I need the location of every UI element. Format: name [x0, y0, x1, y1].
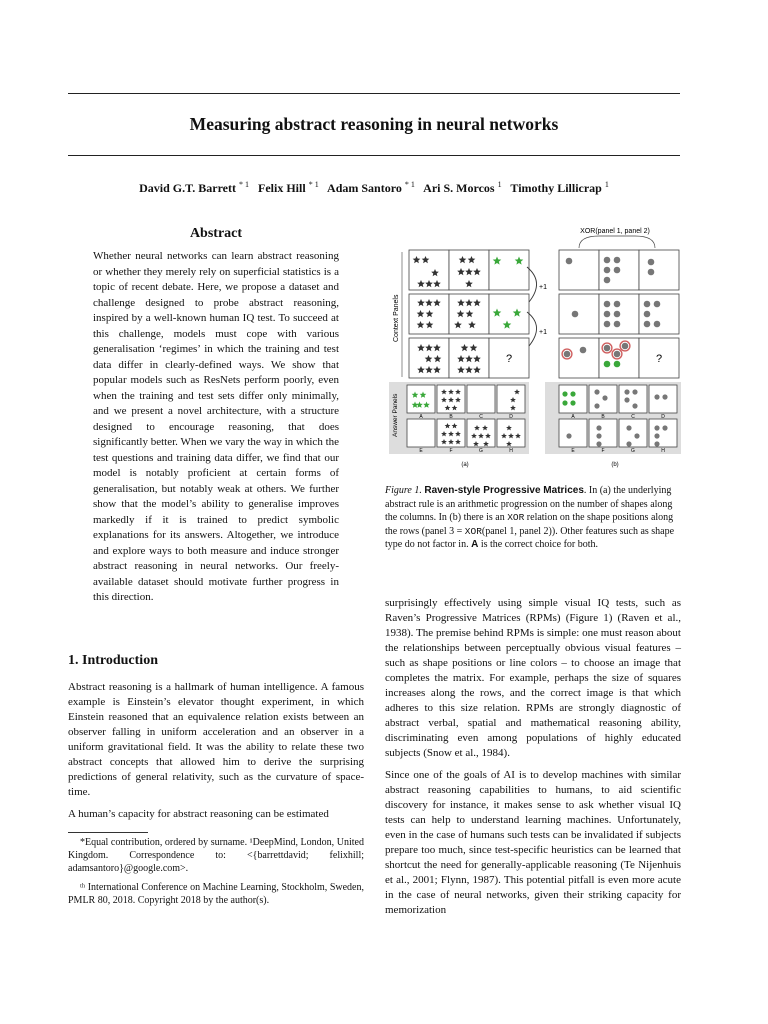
answer-letter: E	[419, 448, 423, 454]
dot-shape	[614, 361, 621, 368]
dot-shape	[654, 441, 659, 446]
dot-shape	[648, 269, 655, 276]
dot-shape	[596, 441, 601, 446]
introduction-body	[68, 680, 364, 829]
dot-shape	[604, 257, 611, 264]
dot-shape	[562, 391, 567, 396]
answer-letter: G	[479, 448, 483, 454]
answer-panel	[407, 385, 435, 413]
dot-shape	[604, 321, 611, 328]
dot-shape	[594, 389, 599, 394]
xor-bracket	[579, 236, 655, 248]
figure-raven-matrices	[385, 222, 681, 474]
dot-shape	[580, 347, 587, 354]
dot-shape	[594, 403, 599, 408]
dot-shape	[604, 301, 611, 308]
dot-shape	[604, 267, 611, 274]
answer-panel	[559, 419, 587, 447]
answer-panel	[467, 385, 495, 413]
footnote: *Equal contribution, ordered by surname. ¹DeepMind, London, United Kingdom. Correspondence to: <{barrettdavid; felixhill; adamsantoro}@google.com>.	[68, 837, 364, 874]
answer-panel	[559, 385, 587, 413]
dot-shape	[654, 425, 659, 430]
paper-title: Measuring abstract reasoning in neural networks	[189, 114, 559, 134]
answer-letter: E	[571, 448, 575, 454]
answer-panels-label: Answer Panels	[392, 393, 399, 437]
footnote: ᵗʰ International Conference on Machine Learning, Stockholm, Sweden, PMLR 80, 2018. Copyright 2018 by the author(s).	[68, 882, 364, 906]
answer-letter: B	[601, 414, 605, 420]
dot-shape	[570, 391, 575, 396]
xor-label: XOR(panel 1, panel 2)	[580, 228, 650, 235]
dot-shape	[572, 311, 579, 318]
author: Timothy Lillicrap $^1$	[510, 180, 609, 195]
question-mark: ?	[655, 353, 663, 365]
dot-shape	[654, 321, 661, 328]
answer-letter: H	[661, 448, 665, 454]
answer-letter: F	[601, 448, 605, 454]
top-rule	[68, 93, 680, 94]
dot-shape	[648, 259, 655, 266]
matrix-panel	[559, 250, 599, 290]
dot-shape	[604, 311, 611, 318]
dot-shape	[602, 395, 607, 400]
answer-panel	[407, 419, 435, 447]
dot-shape	[566, 433, 571, 438]
dot-shape	[626, 425, 631, 430]
right-column-body	[385, 596, 681, 925]
answer-letter: B	[449, 414, 453, 420]
dot-shape	[604, 277, 611, 284]
dot-shape	[596, 425, 601, 430]
answer-panel	[649, 419, 677, 447]
matrix-panel	[639, 250, 679, 290]
footnote-rule	[68, 832, 148, 833]
paragraph: A human’s capacity for abstract reasoning can be estimated	[68, 808, 329, 820]
author: Adam Santoro $^{* 1}$	[327, 180, 415, 195]
dot-shape	[622, 343, 629, 350]
dot-shape	[614, 321, 621, 328]
dot-shape	[564, 351, 571, 358]
answer-letter: G	[631, 448, 635, 454]
answer-letter: C	[479, 414, 483, 420]
dot-shape	[644, 311, 651, 318]
paragraph: surprisingly effectively using simple visual IQ tests, such as Raven’s Progressive Matrices (RPMs) (Figure 1) (Raven et al., 1938). The premise behind RPMs is simple: one must reason about the relationships between perceptually obvious visual features – such as shape positions or line colors – to choose an image that completes the matrix. For example, perhaps the size of squares increases along the rows, and the correct image is that which adheres to this size relation. RPMs are strongly diagnostic of abstract verbal, spatial and mathematical reasoning ability, discriminating even among populations of highly educated subjects (Snow et al., 1984).	[385, 597, 681, 759]
dot-shape	[624, 389, 629, 394]
matrix-panel	[489, 250, 529, 290]
figure-caption: Figure 1. Raven-style Progressive Matrices. In (a) the underlying abstract rule is an arithmetic progression on the number of shapes along the columns. In (b) there is an XOR relation on the shape positions along the rows (panel 3 = XOR(panel 1, panel 2)). Other features such as shape type do not factor in. A is the correct choice for both.	[385, 485, 675, 550]
dot-shape	[566, 258, 573, 265]
dot-shape	[604, 361, 611, 368]
question-mark: ?	[505, 353, 513, 365]
dot-shape	[662, 425, 667, 430]
context-panels-label: Context Panels	[393, 294, 400, 342]
answer-letter: F	[449, 448, 453, 454]
answer-letter: H	[509, 448, 513, 454]
dot-shape	[604, 345, 611, 352]
dot-shape	[662, 394, 667, 399]
dot-shape	[654, 433, 659, 438]
abstract-heading: Abstract	[189, 226, 243, 241]
dot-shape	[614, 257, 621, 264]
answer-letter: A	[571, 414, 575, 420]
dot-shape	[632, 389, 637, 394]
title-rule	[68, 155, 680, 156]
dot-shape	[614, 301, 621, 308]
dot-shape	[570, 400, 575, 405]
section-heading-introduction: 1. Introduction	[68, 653, 158, 668]
caption-label: Figure 1.	[385, 485, 422, 496]
caption-title: Raven-style Progressive Matrices	[424, 485, 584, 496]
dot-shape	[644, 321, 651, 328]
dot-shape	[654, 394, 659, 399]
answer-letter: C	[631, 414, 635, 420]
author-list	[68, 180, 680, 196]
author: Ari S. Morcos $^1$	[423, 180, 502, 195]
dot-shape	[614, 267, 621, 274]
answer-panel	[589, 419, 617, 447]
dot-shape	[632, 403, 637, 408]
dot-shape	[614, 351, 621, 358]
plus-one-label: +1	[539, 284, 547, 291]
paragraph: Abstract reasoning is a hallmark of human intelligence. A famous example is Einstein’s elevator thought experiment, in which Einstein reasoned that an equivalence relation exists between an observer falling in uniform acceleration and an observer in a uniform gravitational field. It was the ability to relate these two abstract concepts that allowed him to derive the surprising predictions of general relativity, such as the curvature of space-time.	[68, 681, 364, 798]
plus-one-label: +1	[539, 329, 547, 336]
paragraph: Since one of the goals of AI is to develop machines with similar abstract reasoning capabilities to humans, to aid scientific discovery for instance, it makes sense to ask whether visual IQ tests can help to understand learning machines. Unfortunately, even in the case of humans such tests can be invalidated if subjects prepare too much, since test-specific heuristics can be learned that shortcut the need for generally-applicable reasoning (Te Nijenhuis et al., 2001; Flynn, 1987). This potential pitfall is even more acute in the case of neural networks, given their striking capacity for memorization	[385, 769, 681, 916]
footnotes	[68, 836, 364, 913]
answer-letter: D	[661, 414, 665, 420]
answer-letter: A	[419, 414, 423, 420]
author: Felix Hill $^{* 1}$	[258, 180, 319, 195]
answer-panel	[497, 385, 525, 413]
dot-shape	[624, 397, 629, 402]
answer-letter: D	[509, 414, 513, 420]
answer-panel	[649, 385, 677, 413]
dot-shape	[626, 441, 631, 446]
dot-shape	[634, 433, 639, 438]
abstract-text: Whether neural networks can learn abstract reasoning or whether they merely rely on superficial statistics is a topic of recent debate. Here, we propose a dataset and challenge designed to probe abstract reasoning, inspired by a well-known human IQ test. To succeed at this challenge, models must cope with various generalisation ‘regimes’ in which the training and test data differ in clearly-defined ways. We show that popular models such as ResNets perform poorly, even when the training and test sets differ only minimally, and we present a novel architecture, with a structure designed to encourage reasoning, that does significantly better. When we vary the way in which the test questions and training data differ, we find that our model is notably proficient at certain forms of generalisation, but notably weak at others. We further show that the model’s ability to generalise improves markedly if it is trained to predict symbolic explanations for its answers. Altogether, we introduce and explore ways to both measure and induce stronger abstract reasoning in neural networks. Our freely-available dataset should motivate further progress in this direction.	[93, 250, 340, 603]
author: David G.T. Barrett $^{* 1}$	[139, 180, 250, 195]
answer-panel	[619, 419, 647, 447]
dot-shape	[596, 433, 601, 438]
subfigure-label-a: (a)	[461, 462, 469, 468]
matrix-panel	[559, 294, 599, 334]
dot-shape	[654, 301, 661, 308]
dot-shape	[614, 311, 621, 318]
dot-shape	[644, 301, 651, 308]
answer-panel	[619, 385, 647, 413]
subfigure-label-b: (b)	[611, 462, 619, 468]
dot-shape	[562, 400, 567, 405]
